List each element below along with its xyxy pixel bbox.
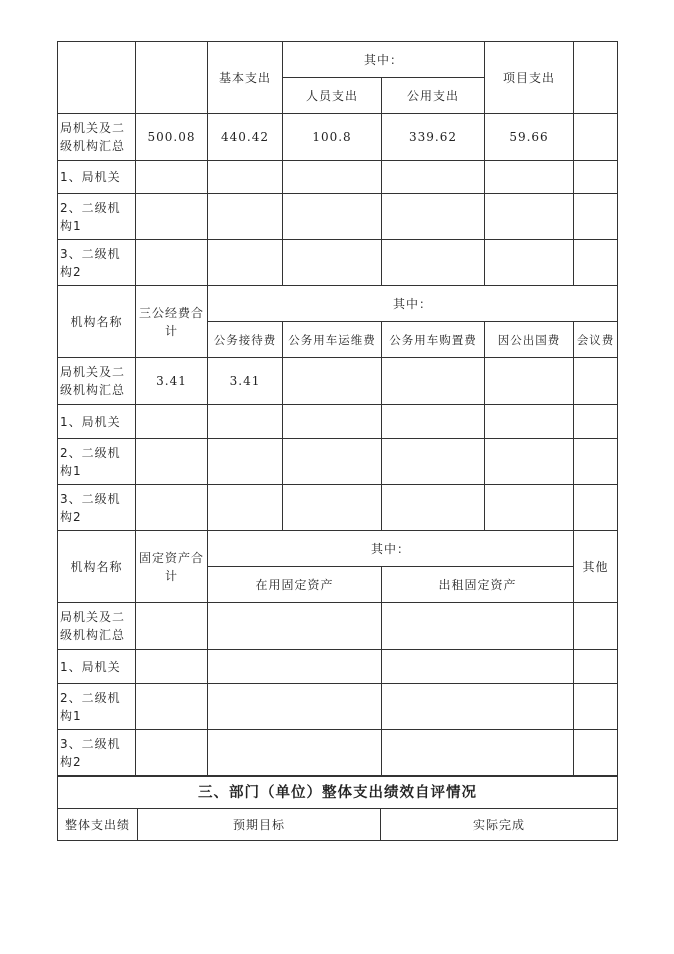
empty-cell (574, 650, 618, 684)
org-name-cell: 2、二级机构1 (58, 439, 136, 485)
empty-cell (574, 603, 618, 650)
org-name-cell: 1、局机关 (58, 161, 136, 194)
header-rented: 出租固定资产 (382, 567, 574, 603)
personnel-cell (283, 161, 382, 194)
header-abroad: 因公出国费 (485, 322, 574, 358)
table-row (58, 485, 618, 531)
public-cell: 339.62 (382, 114, 485, 161)
three-public-expenses-table (57, 285, 618, 531)
personnel-cell (283, 240, 382, 286)
empty-cell (485, 405, 574, 439)
section-title: 三、部门（单位）整体支出绩效自评情况 (58, 777, 618, 809)
personnel-cell: 100.8 (283, 114, 382, 161)
table-row (58, 240, 618, 286)
org-name-cell: 局机关及二级机构汇总 (58, 358, 136, 405)
table-row (58, 684, 618, 730)
header-blank-cell (574, 42, 618, 114)
public-cell (382, 240, 485, 286)
header-public: 公用支出 (382, 78, 485, 114)
header-total: 固定资产合计 (136, 531, 208, 603)
total-cell (136, 485, 208, 531)
header-car-purchase: 公务用车购置费 (382, 322, 485, 358)
header-personnel: 人员支出 (283, 78, 382, 114)
empty-cell (382, 358, 485, 405)
empty-cell (574, 730, 618, 776)
header-of-which: 其中： (208, 286, 618, 322)
empty-cell (574, 485, 618, 531)
org-name-cell: 2、二级机构1 (58, 684, 136, 730)
empty-cell (574, 161, 618, 194)
expenditure-table (57, 41, 618, 286)
table-row (58, 730, 618, 776)
header-basic: 基本支出 (208, 42, 283, 114)
empty-cell (136, 684, 208, 730)
empty-cell (574, 240, 618, 286)
empty-cell (283, 405, 382, 439)
reception-cell: 3.41 (208, 358, 283, 405)
empty-cell (574, 194, 618, 240)
empty-cell (283, 485, 382, 531)
header-of-which: 其中： (208, 531, 574, 567)
table-row (58, 439, 618, 485)
project-cell (485, 161, 574, 194)
org-name-cell: 1、局机关 (58, 405, 136, 439)
public-cell (382, 194, 485, 240)
org-name-cell: 3、二级机构2 (58, 485, 136, 531)
header-expected-target: 预期目标 (138, 809, 381, 841)
empty-cell (382, 439, 485, 485)
header-org-name: 机构名称 (58, 286, 136, 358)
empty-cell (574, 439, 618, 485)
org-name-cell: 局机关及二级机构汇总 (58, 603, 136, 650)
basic-cell: 440.42 (208, 114, 283, 161)
table-row (58, 650, 618, 684)
header-in-use: 在用固定资产 (208, 567, 382, 603)
empty-cell (136, 730, 208, 776)
performance-evaluation-table (57, 776, 618, 841)
org-name-cell: 1、局机关 (58, 650, 136, 684)
total-cell (136, 405, 208, 439)
empty-cell (574, 114, 618, 161)
header-of-which: 其中： (283, 42, 485, 78)
org-name-cell: 3、二级机构2 (58, 730, 136, 776)
empty-cell (574, 358, 618, 405)
empty-cell (485, 485, 574, 531)
empty-cell (382, 485, 485, 531)
empty-cell (208, 650, 382, 684)
header-blank-cell (58, 42, 136, 114)
empty-cell (208, 603, 382, 650)
basic-cell (208, 194, 283, 240)
org-name-cell: 2、二级机构1 (58, 194, 136, 240)
empty-cell (382, 603, 574, 650)
reception-cell (208, 439, 283, 485)
empty-cell (283, 439, 382, 485)
empty-cell (136, 650, 208, 684)
basic-cell (208, 161, 283, 194)
table-row (58, 603, 618, 650)
empty-cell (485, 439, 574, 485)
personnel-cell (283, 194, 382, 240)
header-project: 项目支出 (485, 42, 574, 114)
header-reception: 公务接待费 (208, 322, 283, 358)
empty-cell (382, 405, 485, 439)
empty-cell (382, 684, 574, 730)
fixed-assets-table (57, 530, 618, 776)
project-cell (485, 240, 574, 286)
total-cell (136, 194, 208, 240)
header-actual-completion: 实际完成 (381, 809, 618, 841)
header-car-ops: 公务用车运维费 (283, 322, 382, 358)
project-cell: 59.66 (485, 114, 574, 161)
empty-cell (136, 603, 208, 650)
total-cell (136, 240, 208, 286)
empty-cell (208, 730, 382, 776)
table-row (58, 358, 618, 405)
reception-cell (208, 405, 283, 439)
table-row (58, 405, 618, 439)
empty-cell (208, 684, 382, 730)
table-row (58, 194, 618, 240)
org-name-cell: 3、二级机构2 (58, 240, 136, 286)
table-row (58, 161, 618, 194)
header-meeting: 会议费 (574, 322, 618, 358)
org-name-cell: 局机关及二级机构汇总 (58, 114, 136, 161)
empty-cell (485, 358, 574, 405)
total-cell (136, 439, 208, 485)
total-cell (136, 161, 208, 194)
reception-cell (208, 485, 283, 531)
empty-cell (382, 650, 574, 684)
project-cell (485, 194, 574, 240)
header-other: 其他 (574, 531, 618, 603)
header-overall-performance: 整体支出绩 (58, 809, 138, 841)
public-cell (382, 161, 485, 194)
empty-cell (574, 405, 618, 439)
empty-cell (382, 730, 574, 776)
basic-cell (208, 240, 283, 286)
header-org-name: 机构名称 (58, 531, 136, 603)
total-cell: 500.08 (136, 114, 208, 161)
empty-cell (574, 684, 618, 730)
total-cell: 3.41 (136, 358, 208, 405)
table-row (58, 114, 618, 161)
header-blank-cell (136, 42, 208, 114)
header-total: 三公经费合计 (136, 286, 208, 358)
empty-cell (283, 358, 382, 405)
